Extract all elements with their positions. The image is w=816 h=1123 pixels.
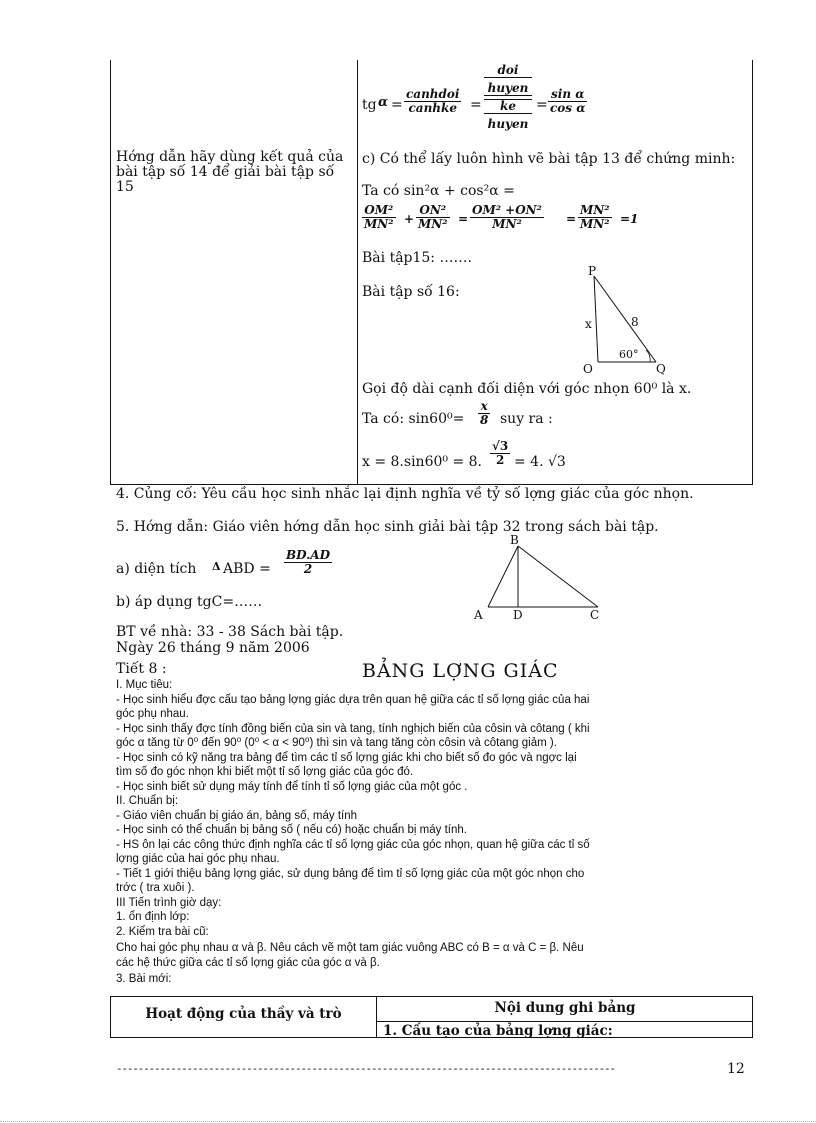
table2 <box>110 996 753 1038</box>
section-5: 5. Hớng dẫn: Giáo viên hớng dẫn học sinh giải bài tập 32 trong sách bài tập. <box>116 519 659 535</box>
page-title: BẢNG LỢNG GIÁC <box>362 660 559 682</box>
area-formula: a) diện tích Δ ABD = $\frac{BD.AD}{2}$ <box>116 548 331 577</box>
fig2-label-b: B <box>510 533 519 547</box>
triangle-label-x: x <box>585 317 592 331</box>
body-line: III Tiến trình giờ dạy: <box>116 896 222 909</box>
page-number: 12 <box>727 1061 745 1077</box>
footer-dashed-line: -------------------------------------------------------------------------------------------- <box>116 1062 615 1075</box>
body-line: các hệ thức giữa các tỉ số lợng giác của góc α và β. <box>116 956 380 969</box>
triangle-label-p: P <box>588 264 597 278</box>
triangle-figure-abc <box>470 534 610 624</box>
pythagoras-equation: $\frac{\text{OM²}}{\text{MN²}}$ + $\frac{\text{ON²}}{\text{MN²}}$ = $\frac{\text{OM² +ON²}}{\text{MN²}}$ = $\frac{\text{MN²}}{\text{MN²}}$ =1 <box>364 203 639 231</box>
body-line: 2. Kiểm tra bài cũ: <box>116 925 209 938</box>
tiet-label: Tiết 8 : <box>116 661 167 677</box>
body-line: 1. ổn định lớp: <box>116 911 190 923</box>
goi-do-dai: Gọi độ dài cạnh đối diện với góc nhọn 60⁰ là x. <box>362 381 692 397</box>
table1-border-bottom <box>110 484 753 485</box>
tg-prefix: tg <box>362 97 377 113</box>
body-line: 3. Bài mới: <box>116 973 172 985</box>
body-line: II. Chuẩn bị: <box>116 795 179 807</box>
triangle-label-o: O <box>583 362 593 376</box>
date-line: Ngày 26 tháng 9 năm 2006 <box>116 640 310 656</box>
lesson-body <box>116 678 751 987</box>
table2-header-content: Nội dung ghi bảng <box>494 1000 636 1016</box>
table1-border-middle <box>357 60 358 485</box>
tg-fraction-3: $\frac{\text{sin α}}{\text{cos α}}$ <box>550 87 586 115</box>
body-line: - Học sinh có thể chuẩn bị bảng số ( nếu có) hoặc chuẩn bị máy tính. <box>116 824 467 836</box>
tg-formula: tg α = canhdoi canhke = doi huyen ke huyen = $\frac{\text{sin α}}{\text{cos α}}$ <box>362 63 586 131</box>
table1-left-cell: Hớng dẫn hãy dùng kết quả của bài tập số 14 để giải bài tập số 15 <box>116 149 344 195</box>
body-line: tìm số đo góc nhọn khi biết một tỉ số lợng giác của góc đó. <box>116 766 414 778</box>
body-line: I. Mục tiêu: <box>116 679 173 691</box>
body-line: góc α tăng từ 0⁰ đến 90⁰ (0⁰ < α < 90⁰) thì sin và tang tăng còn côsin và côtang giảm ). <box>116 737 557 749</box>
section-4: 4. Củng cố: Yêu cầu học sinh nhắc lại định nghĩa về tỷ số lợng giác của góc nhọn. <box>116 486 694 502</box>
table1-border-left <box>110 60 111 485</box>
item-c: c) Có thể lấy luôn hình vẽ bài tập 13 để chứng minh: <box>362 151 736 167</box>
body-line: - Học sinh biết sử dụng máy tính để tính tỉ số lợng giác của một góc . <box>116 780 468 793</box>
tg-fraction-2: doi huyen ke huyen <box>484 64 532 131</box>
body-line: - HS ôn lại các công thức định nghĩa các tỉ số lợng giác của góc nhọn, quan hệ giữa các tỉ số <box>116 838 590 851</box>
bai-tap-16: Bài tập số 16: <box>362 284 460 300</box>
bai-tap-15: Bài tập15: ……. <box>362 250 472 266</box>
table2-row1-content: 1. Cấu tạo của bảng lợng giác: <box>383 1023 613 1039</box>
fig2-label-c: C <box>590 608 600 622</box>
body-line: góc phụ nhau. <box>116 708 189 720</box>
tg-fraction-1: canhdoi canhke <box>406 87 460 115</box>
body-line: - Học sinh có kỹ năng tra bảng để tìm các tỉ số lợng giác khi cho biết số đo góc và ngợc lại <box>116 751 577 764</box>
ta-co-sin-cos: Ta có sin²α + cos²α = <box>362 183 515 199</box>
body-line: trớc ( tra xuôi ). <box>116 882 195 894</box>
body-line: - Tiết 1 giới thiệu bảng lợng giác, sử dụng bảng để tìm tỉ số lợng giác của một góc nhọn cho <box>116 867 585 880</box>
page-bottom-border <box>0 1121 816 1122</box>
bt-ve-nha: BT về nhà: 33 - 38 Sách bài tập. <box>116 624 344 640</box>
triangle-label-q: Q <box>656 362 666 376</box>
body-line: - Học sinh thấy đợc tính đồng biến của sin và tang, tính nghịch biến của côsin và côtang ( khi <box>116 722 590 735</box>
table1-border-right <box>752 60 753 485</box>
ta-co-sin60: Ta có: sin60⁰= $\frac{x}{8}$ suy ra : <box>362 399 553 427</box>
body-line: - Giáo viên chuẩn bị giáo án, bảng số, máy tính <box>116 809 358 822</box>
table2-header-teacher: Hoạt động của thầy và trò <box>145 1006 342 1022</box>
fig2-label-a: A <box>474 608 483 622</box>
triangle-label-8: 8 <box>631 315 639 329</box>
triangle-label-60: 60° <box>619 348 639 361</box>
fig2-label-d: D <box>513 608 523 622</box>
body-line: lợng giác của hai góc phụ nhau. <box>116 853 280 865</box>
area-b: b) áp dụng tgC=…… <box>116 594 263 610</box>
body-line: - Học sinh hiểu đợc cấu tạo bảng lợng giác dựa trên quan hệ giữa các tỉ số lợng giác của hai <box>116 693 590 706</box>
body-line: Cho hai góc phụ nhau α và β. Nêu cách vẽ một tam giác vuông ABC có B = α và C = β. Nêu <box>116 942 584 954</box>
x-equals: x = 8.sin60⁰ = 8. $\frac{√3}{2}$ = 4. √3 <box>362 439 566 470</box>
